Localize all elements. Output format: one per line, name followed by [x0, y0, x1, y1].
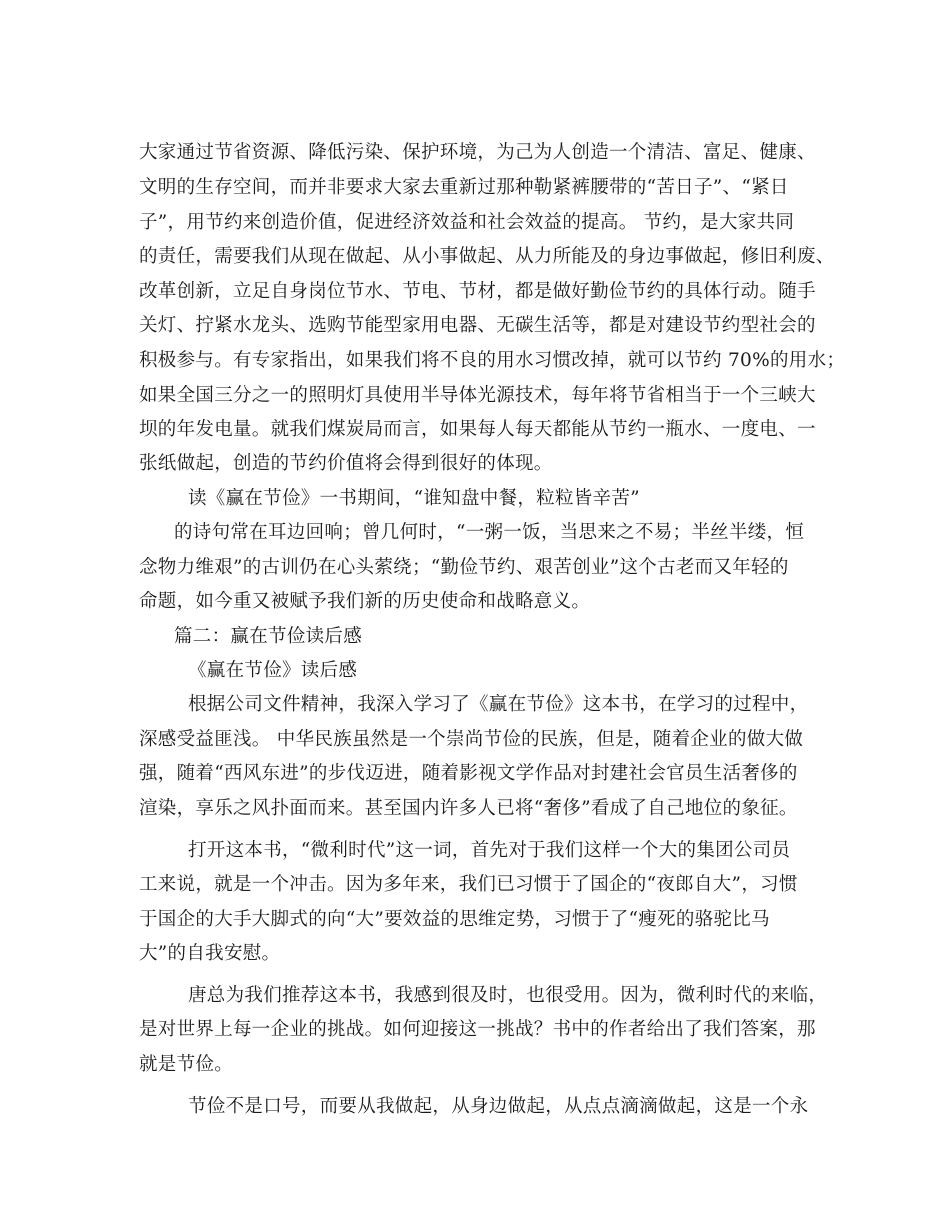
- text-line: 节俭不是口号，而要从我做起，从身边做起，从点点滴滴做起，这是一个永: [188, 1096, 809, 1117]
- text-line: 于国企的大手大脚式的向“大”要效益的思维定势，习惯于了“瘦死的骆驼比马: [139, 909, 770, 930]
- text-line: 工来说，就是一个冲击。因为多年来，我们已习惯于了国企的“夜郎自大”，习惯: [139, 874, 798, 895]
- text-line: 大”的自我安慰。: [139, 943, 281, 964]
- section-heading: 篇二：赢在节俭读后感: [174, 626, 363, 647]
- text-line: 就是节俭。: [139, 1054, 234, 1075]
- text-line: 大家通过节省资源、降低污染、保护环境，为己为人创造一个清洁、富足、健康、: [139, 142, 816, 163]
- text-line: 张纸做起，创造的节约价值将会得到很好的体现。: [139, 453, 553, 474]
- text-line: 念物力维艰”的古训仍在心头萦绕；“勤俭节约、艰苦创业”这个古老而又年轻的: [139, 557, 789, 578]
- text-line: 渲染，享乐之风扑面而来。甚至国内许多人已将“奢侈”看成了自己地位的象征。: [139, 798, 798, 819]
- text-line: 唐总为我们推荐这本书，我感到很及时，也很受用。因为，微利时代的来临，: [188, 985, 828, 1006]
- text-line: 子”，用节约来创造价值，促进经济效益和社会效益的提高。 节约，是大家共同: [139, 212, 795, 233]
- text-line: 改革创新，立足自身岗位节水、节电、节材，都是做好勤俭节约的具体行动。随手: [139, 281, 816, 302]
- text-line: 深感受益匪浅。 中华民族虽然是一个崇尚节俭的民族，但是，随着企业的做大做: [139, 729, 804, 750]
- text-line: 根据公司文件精神，我深入学习了《赢在节俭》这本书，在学习的过程中，: [188, 694, 809, 715]
- text-line: 是对世界上每一企业的挑战。如何迎接这一挑战？书中的作者给出了我们答案，那: [139, 1019, 816, 1040]
- text-line: 的诗句常在耳边回响；曾几何时，“一粥一饭，当思来之不易；半丝半缕，恒: [174, 522, 805, 543]
- text-line: 打开这本书，“微利时代”这一词，首先对于我们这样一个大的集团公司员: [188, 840, 791, 861]
- text-line: 的责任，需要我们从现在做起、从小事做起、从力所能及的身边事做起，修旧利废、: [139, 246, 835, 267]
- text-line: 文明的生存空间，而并非要求大家去重新过那种勒紧裤腰带的“苦日子”、“紧日: [139, 177, 789, 198]
- text-line: 如果全国三分之一的照明灯具使用半导体光源技术，每年将节省相当于一个三峡大: [139, 385, 816, 406]
- text-line: 强，随着“西风东进”的步伐迈进，随着影视文学作品对封建社会官员生活奢侈的: [139, 763, 798, 784]
- text-line: 命题，如今重又被赋予我们新的历史使命和战略意义。: [139, 591, 591, 612]
- text-line: 读《赢在节俭》一书期间，“谁知盘中餐，粒粒皆辛苦”: [188, 488, 640, 509]
- text-line: 坝的年发电量。就我们煤炭局而言，如果每人每天都能从节约一瓶水、一度电、一: [139, 419, 816, 440]
- text-line: 积极参与。有专家指出，如果我们将不良的用水习惯改掉，就可以节约 70%的用水；: [139, 350, 846, 371]
- article-title: 《赢在节俭》读后感: [188, 660, 358, 681]
- text-line: 关灯、拧紧水龙头、选购节能型家用电器、无碳生活等，都是对建设节约型社会的: [139, 315, 816, 336]
